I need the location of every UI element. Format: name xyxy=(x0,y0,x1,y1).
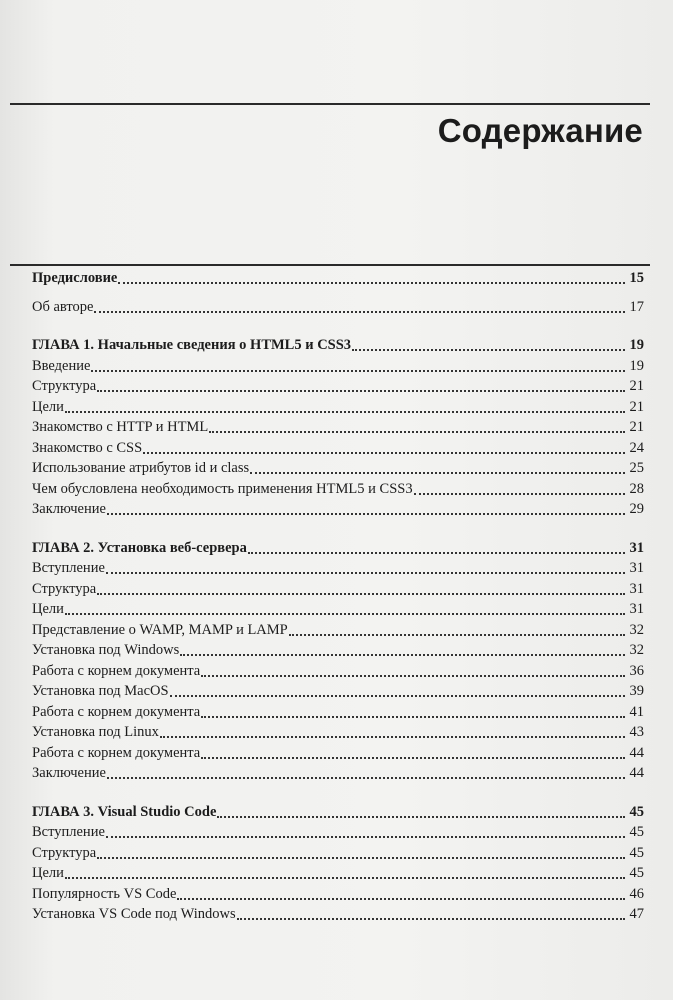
title-rule xyxy=(10,264,650,266)
toc-entry-label: Структура xyxy=(32,844,97,861)
toc-page-number: 31 xyxy=(629,560,644,576)
toc-page-number: 43 xyxy=(629,724,644,740)
dot-leader xyxy=(106,572,625,574)
toc-entry-label: Об авторе xyxy=(32,298,94,315)
dot-leader xyxy=(248,552,625,554)
dot-leader xyxy=(97,593,625,595)
section-spacer xyxy=(32,784,644,802)
toc-entry xyxy=(32,843,644,864)
toc-entry xyxy=(32,479,644,500)
toc-entry-label: Работа с корнем документа xyxy=(32,662,201,679)
toc-page-number: 45 xyxy=(629,803,644,820)
dot-leader xyxy=(118,282,625,284)
toc-page-number: 45 xyxy=(629,824,644,840)
dot-leader xyxy=(65,613,625,615)
dot-leader xyxy=(201,675,625,677)
dot-leader xyxy=(160,736,625,738)
page-title: Содержание xyxy=(437,112,643,149)
toc-entry-label: Установка под Linux xyxy=(32,724,159,740)
dot-leader xyxy=(170,695,625,697)
dot-leader xyxy=(209,431,625,433)
toc-page-number: 25 xyxy=(629,460,644,476)
toc-entry xyxy=(32,499,644,520)
toc-chapter-entry xyxy=(32,268,644,289)
toc-chapter-entry xyxy=(32,335,644,356)
section-spacer xyxy=(32,289,644,297)
dot-leader xyxy=(65,411,625,413)
toc-page-number: 19 xyxy=(629,357,644,374)
dot-leader xyxy=(237,918,625,920)
section-spacer xyxy=(32,520,644,538)
toc-entry-label: Структура xyxy=(32,378,97,394)
toc-entry-label: Установка под Windows xyxy=(32,642,180,658)
toc-entry-label: Заключение xyxy=(32,765,106,781)
toc-entry xyxy=(32,558,644,579)
dot-leader xyxy=(180,654,625,656)
toc-entry-label: Представление о WAMP, MAMP и LAMP xyxy=(32,621,288,638)
dot-leader xyxy=(177,898,625,900)
toc-entry xyxy=(32,620,644,641)
toc-entry xyxy=(32,599,644,620)
toc-entry xyxy=(32,640,644,661)
toc-entry xyxy=(32,297,644,318)
toc-entry-label: Структура xyxy=(32,580,97,597)
toc-page-number: 17 xyxy=(629,298,644,315)
table-of-contents xyxy=(32,268,644,925)
dot-leader xyxy=(201,716,625,718)
toc-page-number: 15 xyxy=(629,270,644,286)
toc-entry-label: ГЛАВА 1. Начальные сведения о HTML5 и CSS3 xyxy=(32,337,352,353)
toc-page-number: 29 xyxy=(629,501,644,517)
dot-leader xyxy=(217,816,625,818)
toc-entry xyxy=(32,356,644,377)
toc-chapter-entry xyxy=(32,538,644,559)
dot-leader xyxy=(106,836,625,838)
toc-page-number: 31 xyxy=(629,539,644,556)
toc-page-number: 31 xyxy=(629,580,644,597)
toc-entry xyxy=(32,743,644,764)
toc-entry xyxy=(32,884,644,905)
dot-leader xyxy=(94,311,625,313)
toc-page-number: 47 xyxy=(629,906,644,922)
toc-entry-label: ГЛАВА 2. Установка веб-сервера xyxy=(32,539,247,556)
toc-page-number: 31 xyxy=(629,601,644,617)
toc-entry-label: Введение xyxy=(32,357,91,374)
dot-leader xyxy=(352,349,625,351)
toc-page-number: 19 xyxy=(629,337,644,353)
toc-entry-label: Использование атрибутов id и class xyxy=(32,460,250,476)
dot-leader xyxy=(97,857,625,859)
toc-entry-label: Цели xyxy=(32,865,64,881)
toc-entry-label: Работа с корнем документа xyxy=(32,703,201,720)
toc-page-number: 24 xyxy=(629,439,644,456)
toc-entry xyxy=(32,376,644,397)
toc-entry-label: Установка VS Code под Windows xyxy=(32,906,236,922)
toc-page-number: 39 xyxy=(629,683,644,699)
toc-entry xyxy=(32,904,644,925)
dot-leader xyxy=(97,390,625,392)
dot-leader xyxy=(143,452,625,454)
toc-entry xyxy=(32,702,644,723)
toc-page-number: 21 xyxy=(629,378,644,394)
toc-page-number: 45 xyxy=(629,844,644,861)
toc-entry-label: ГЛАВА 3. Visual Studio Code xyxy=(32,803,217,820)
toc-entry-label: Работа с корнем документа xyxy=(32,744,201,761)
toc-chapter-entry xyxy=(32,802,644,823)
toc-entry-label: Предисловие xyxy=(32,270,118,286)
toc-entry-label: Вступление xyxy=(32,560,105,576)
toc-page-number: 32 xyxy=(629,642,644,658)
toc-entry xyxy=(32,579,644,600)
toc-page-number: 45 xyxy=(629,865,644,881)
toc-entry xyxy=(32,822,644,843)
dot-leader xyxy=(91,370,625,372)
dot-leader xyxy=(107,513,625,515)
dot-leader xyxy=(250,472,625,474)
toc-page-number: 32 xyxy=(629,621,644,638)
toc-entry xyxy=(32,681,644,702)
dot-leader xyxy=(289,634,625,636)
toc-page-number: 41 xyxy=(629,703,644,720)
toc-entry xyxy=(32,458,644,479)
toc-page-number: 36 xyxy=(629,662,644,679)
toc-entry xyxy=(32,661,644,682)
dot-leader xyxy=(65,877,625,879)
toc-entry xyxy=(32,397,644,418)
toc-page-number: 44 xyxy=(629,744,644,761)
toc-entry-label: Цели xyxy=(32,398,64,415)
toc-page-number: 21 xyxy=(629,419,644,435)
toc-entry xyxy=(32,438,644,459)
toc-entry-label: Вступление xyxy=(32,824,105,840)
dot-leader xyxy=(201,757,625,759)
toc-page-number: 21 xyxy=(629,398,644,415)
section-spacer xyxy=(32,317,644,335)
toc-entry xyxy=(32,417,644,438)
toc-entry-label: Цели xyxy=(32,601,64,617)
toc-entry-label: Установка под MacOS xyxy=(32,683,169,699)
toc-entry xyxy=(32,763,644,784)
dot-leader xyxy=(107,777,625,779)
toc-page-number: 44 xyxy=(629,765,644,781)
toc-entry-label: Популярность VS Code xyxy=(32,885,177,902)
header-rule xyxy=(10,103,650,105)
toc-entry-label: Заключение xyxy=(32,501,106,517)
toc-page-number: 46 xyxy=(629,885,644,902)
dot-leader xyxy=(414,493,625,495)
toc-entry xyxy=(32,863,644,884)
toc-entry-label: Знакомство с HTTP и HTML xyxy=(32,419,209,435)
toc-entry-label: Знакомство с CSS xyxy=(32,439,143,456)
toc-entry xyxy=(32,722,644,743)
toc-entry-label: Чем обусловлена необходимость применения HTML5 и CSS3 xyxy=(32,480,413,497)
toc-page-number: 28 xyxy=(629,480,644,497)
